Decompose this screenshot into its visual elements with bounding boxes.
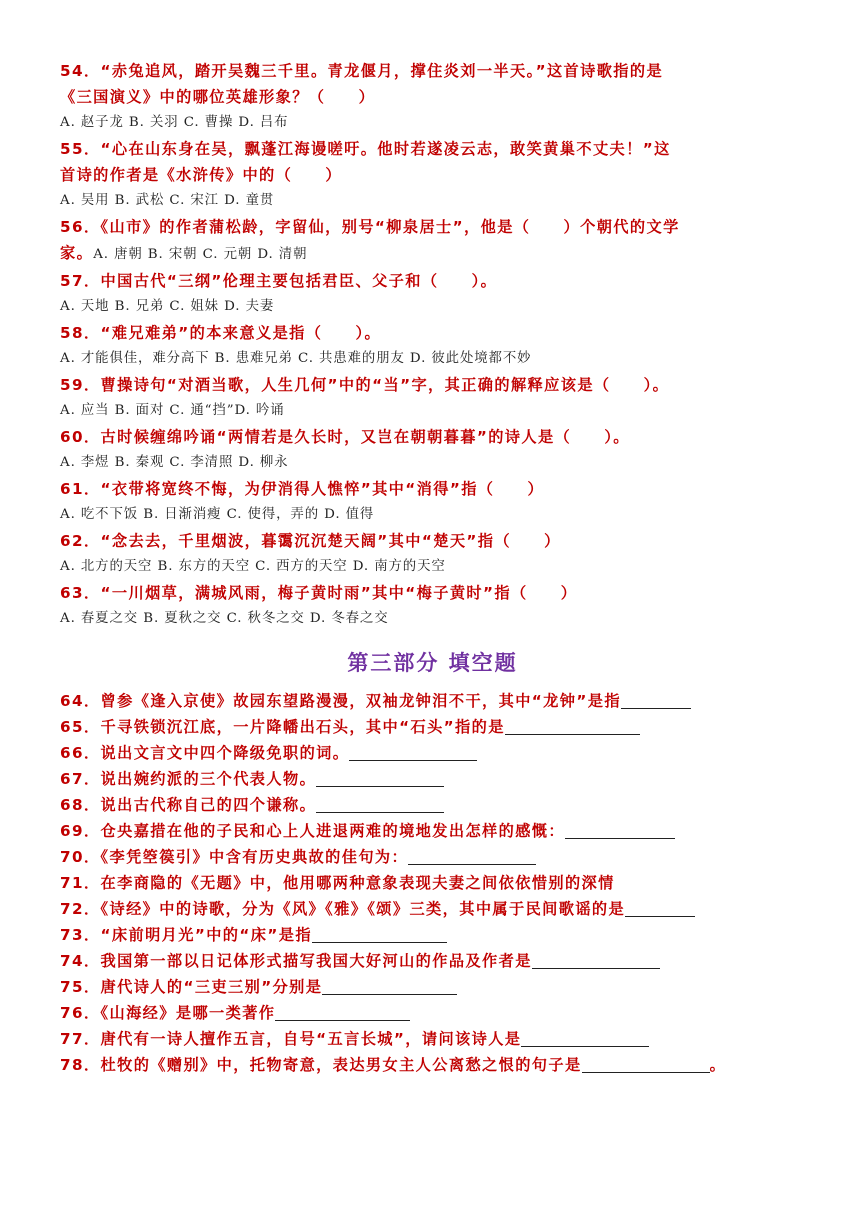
question-text: 61．“衣带将宽终不悔，为伊消得人憔悴”其中“消得”指（ ） — [60, 480, 545, 498]
fill-question-78 — [60, 1052, 805, 1078]
question-text: 65．千寻铁锁沉江底，一片降幡出石头，其中“石头”指的是 — [60, 718, 505, 736]
question-text: 《三国演义》中的哪位英雄形象？（ ） — [60, 88, 376, 106]
question-text: 57．中国古代“三纲”伦理主要包括君臣、父子和（ ）。 — [60, 272, 498, 290]
question-59 — [60, 372, 805, 424]
fill-question-73 — [60, 922, 805, 948]
question-text: 74．我国第一部以日记体形式描写我国大好河山的作品及作者是 — [60, 952, 532, 970]
fill-question-64 — [60, 688, 805, 714]
fill-question-65 — [60, 714, 805, 740]
question-62 — [60, 528, 805, 580]
question-text: 55．“心在山东身在吴，飘蓬江海谩嗟吁。他时若遂凌云志，敢笑黄巢不丈夫！”这 — [60, 140, 671, 158]
question-text: 64．曾参《逢入京使》故园东望路漫漫，双袖龙钟泪不干，其中“龙钟”是指 — [60, 692, 621, 710]
answer-blank[interactable] — [521, 1030, 649, 1047]
document-page — [60, 58, 805, 1078]
answer-options: A. 赵子龙 B. 关羽 C. 曹操 D. 吕布 — [60, 115, 289, 130]
question-text: 78．杜牧的《赠别》中，托物寄意，表达男女主人公离愁之恨的句子是 — [60, 1056, 582, 1074]
question-text: 67．说出婉约派的三个代表人物。 — [60, 770, 317, 788]
question-55 — [60, 136, 805, 214]
fill-question-69 — [60, 818, 805, 844]
question-text: 68．说出古代称自己的四个谦称。 — [60, 796, 317, 814]
question-text: 69．仓央嘉措在他的子民和心上人进退两难的境地发出怎样的感慨： — [60, 822, 565, 840]
fill-question-68 — [60, 792, 805, 818]
question-57 — [60, 268, 805, 320]
answer-options: A. 应当 B. 面对 C. 通“挡”D. 吟诵 — [60, 403, 285, 418]
question-text: 72．《诗经》中的诗歌，分为《风》《雅》《颂》三类，其中属于民间歌谣的是 — [60, 900, 626, 918]
sentence-end-mark: 。 — [709, 1056, 727, 1074]
answer-blank[interactable] — [565, 822, 675, 839]
answer-options: A. 天地 B. 兄弟 C. 姐妹 D. 夫妻 — [60, 299, 275, 314]
answer-blank[interactable] — [312, 926, 447, 943]
answer-blank[interactable] — [621, 692, 691, 709]
answer-blank[interactable] — [349, 744, 477, 761]
question-60 — [60, 424, 805, 476]
answer-blank[interactable] — [408, 848, 536, 865]
fill-question-74 — [60, 948, 805, 974]
answer-blank[interactable] — [322, 978, 457, 995]
question-text: 70．《李凭箜篌引》中含有历史典故的佳句为： — [60, 848, 409, 866]
answer-options: A. 春夏之交 B. 夏秋之交 C. 秋冬之交 D. 冬春之交 — [60, 611, 389, 626]
fill-question-76 — [60, 1000, 805, 1026]
question-text: 62．“念去去，千里烟波，暮霭沉沉楚天阔”其中“楚天”指（ ） — [60, 532, 561, 550]
answer-blank[interactable] — [316, 796, 444, 813]
question-58 — [60, 320, 805, 372]
question-text: 75．唐代诗人的“三吏三别”分别是 — [60, 978, 323, 996]
question-text: 56．《山市》的作者蒲松龄，字留仙，别号“柳泉居士”，他是（ ）个朝代的文学 — [60, 218, 680, 236]
fill-question-77 — [60, 1026, 805, 1052]
question-text: 首诗的作者是《水浒传》中的（ ） — [60, 166, 342, 184]
question-text: 54．“赤兔追风，踏开吴魏三千里。青龙偃月，撑住炎刘一半天。”这首诗歌指的是 — [60, 62, 664, 80]
fill-question-71 — [60, 870, 805, 896]
question-text: 58．“难兄难弟”的本来意义是指（ ）。 — [60, 324, 382, 342]
question-text: 59．曹操诗句“对酒当歌，人生几何”中的“当”字，其正确的解释应该是（ ）。 — [60, 376, 670, 394]
fill-question-70 — [60, 844, 805, 870]
answer-blank[interactable] — [505, 718, 640, 735]
fill-question-66 — [60, 740, 805, 766]
fill-question-72 — [60, 896, 805, 922]
answer-options: A. 才能俱佳，难分高下 B. 患难兄弟 C. 共患难的朋友 D. 彼此处境都不妙 — [60, 351, 532, 366]
answer-blank[interactable] — [625, 900, 695, 917]
question-56 — [60, 214, 805, 268]
fill-question-67 — [60, 766, 805, 792]
fill-question-75 — [60, 974, 805, 1000]
question-text: 63．“一川烟草，满城风雨，梅子黄时雨”其中“梅子黄时”指（ ） — [60, 584, 578, 602]
answer-options: A. 吃不下饭 B. 日渐消瘦 C. 使得，弄的 D. 值得 — [60, 507, 375, 522]
answer-options: A. 李煜 B. 秦观 C. 李清照 D. 柳永 — [60, 455, 289, 470]
answer-options: A. 北方的天空 B. 东方的天空 C. 西方的天空 D. 南方的天空 — [60, 559, 446, 574]
question-text: 66．说出文言文中四个降级免职的词。 — [60, 744, 350, 762]
answer-options: A. 唐朝 B. 宋朝 C. 元朝 D. 清朝 — [93, 247, 308, 262]
answer-blank[interactable] — [532, 952, 660, 969]
fill-in-section — [60, 688, 805, 1078]
answer-blank[interactable] — [275, 1004, 410, 1021]
question-54 — [60, 58, 805, 136]
question-text: 77．唐代有一诗人擅作五言，自号“五言长城”，请问该诗人是 — [60, 1030, 522, 1048]
question-text: 71．在李商隐的《无题》中，他用哪两种意象表现夫妻之间依依惜别的深情 — [60, 874, 615, 892]
question-63 — [60, 580, 805, 632]
question-text — [60, 240, 805, 268]
question-text: 73．“床前明月光”中的“床”是指 — [60, 926, 312, 944]
question-text-tail: 家。 — [60, 244, 94, 262]
question-61 — [60, 476, 805, 528]
answer-blank[interactable] — [316, 770, 444, 787]
answer-options: A. 吴用 B. 武松 C. 宋江 D. 童贯 — [60, 193, 275, 208]
section-title: 第三部分 填空题 — [347, 651, 518, 675]
answer-blank[interactable] — [582, 1056, 710, 1073]
question-text: 60．古时候缠绵吟诵“两情若是久长时，又岂在朝朝暮暮”的诗人是（ ）。 — [60, 428, 630, 446]
question-text: 76．《山海经》是哪一类著作 — [60, 1004, 276, 1022]
